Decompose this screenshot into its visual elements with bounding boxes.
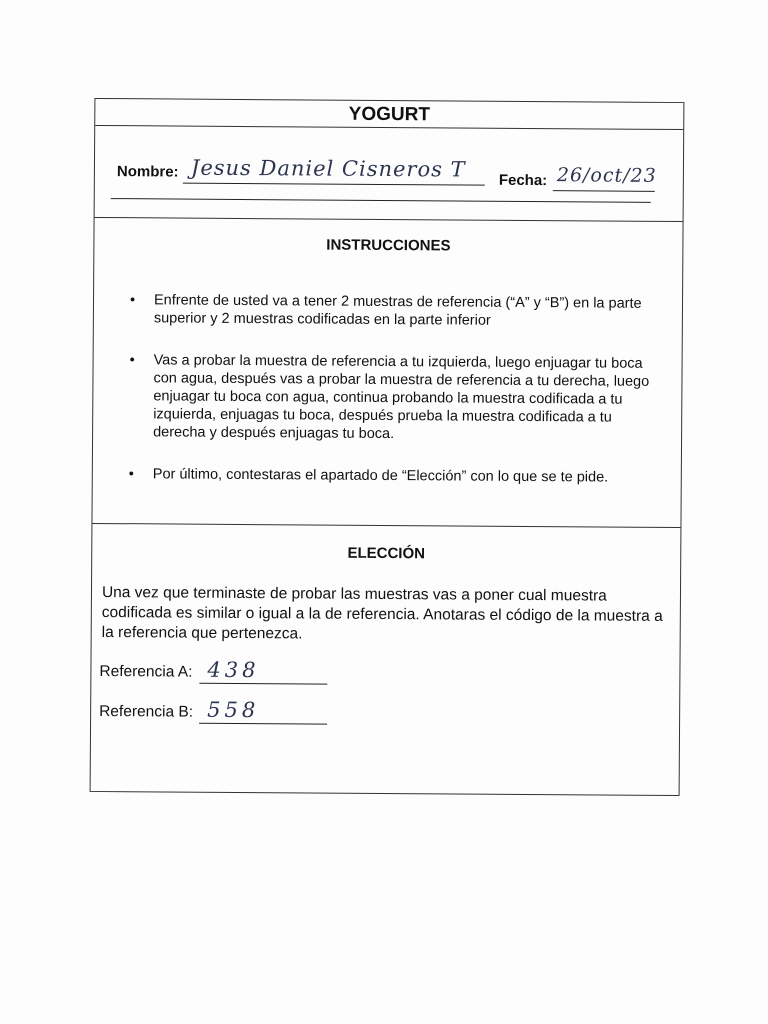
reference-b-handwritten-value: 558 — [207, 697, 260, 723]
date-handwritten-value: 26/oct/23 — [556, 164, 657, 187]
name-handwritten-value: Jesus Daniel Cisneros T — [190, 155, 466, 182]
reference-b-label: Referencia B: — [99, 702, 194, 721]
date-underline — [553, 190, 655, 192]
reference-a-underline — [199, 683, 327, 685]
date-label: Fecha: — [498, 171, 548, 190]
instruction-text: Vas a probar la muestra de referencia a tu izquierda, luego enjuagar tu boca con agua, después vas a probar la muestra de referencia a tu derecha, luego enjuagar tu boca con agua, continua probando la muestra codificada a tu izquierda, enjuagas tu boca, después prueba la muestra codificada a tu derecha y después enjuagas tu boca. — [153, 352, 650, 443]
bullet-icon: • — [128, 466, 134, 483]
instruction-text: Enfrente de usted va a tener 2 muestras de referencia (“A” y “B”) en la parte superior y 2 muestras codificadas en la parte inferior — [153, 292, 642, 329]
name-date-row — [95, 125, 684, 222]
bullet-icon: • — [129, 292, 136, 309]
reference-a-label: Referencia A: — [99, 662, 193, 681]
full-width-underline — [111, 198, 651, 203]
name-underline — [183, 183, 485, 186]
instruction-item — [129, 351, 660, 445]
yogurt-form — [90, 98, 685, 796]
reference-b-underline — [199, 723, 327, 725]
choice-title: ELECCIÓN — [347, 544, 426, 563]
bullet-icon: • — [129, 352, 135, 369]
choice-instructions: Una vez que terminaste de probar las muestras vas a poner cual muestra codificada es similar o igual a la de referencia. Anotaras el código de la muestra a la referencia que pertenezca. — [101, 584, 663, 643]
instructions-title: INSTRUCCIONES — [326, 236, 451, 255]
choice-section — [91, 523, 681, 795]
form-title: YOGURT — [348, 103, 431, 126]
name-label: Nombre: — [116, 163, 179, 181]
reference-b-row — [99, 697, 260, 723]
instruction-item — [130, 291, 660, 331]
instruction-text: Por último, contestaras el apartado de “Elección” con lo que se te pide. — [152, 466, 609, 486]
reference-a-row — [99, 657, 260, 683]
instruction-item — [129, 465, 659, 487]
reference-a-handwritten-value: 438 — [207, 657, 260, 683]
instructions-section — [92, 217, 682, 528]
